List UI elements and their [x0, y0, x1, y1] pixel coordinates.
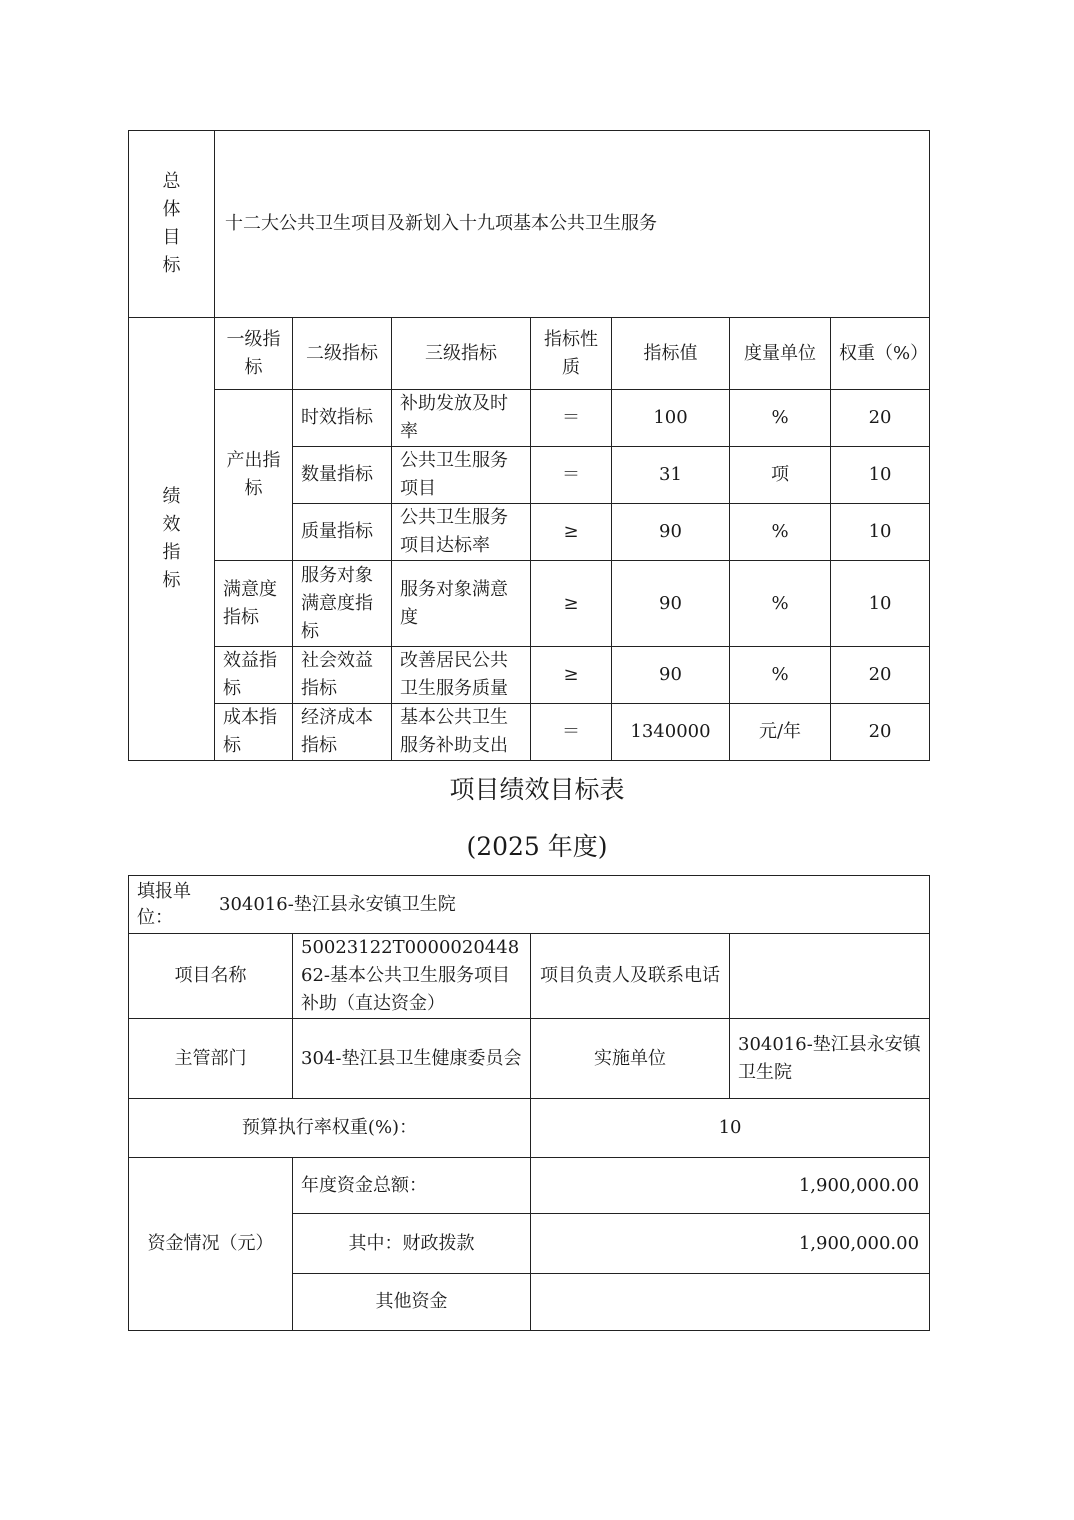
value-cell: 90	[612, 647, 730, 704]
level3-cell: 公共卫生服务项目达标率	[392, 504, 531, 561]
value-cell: 31	[612, 447, 730, 504]
impl-label: 实施单位	[531, 1019, 730, 1099]
header-nature: 指标性质	[531, 318, 612, 390]
level1-cell: 产出指标	[215, 390, 293, 561]
value-cell: 90	[612, 504, 730, 561]
fiscal-label: 其中：财政拨款	[293, 1214, 531, 1274]
annual-total-value: 1,900,000.00	[531, 1158, 930, 1214]
level2-cell: 质量指标	[293, 504, 392, 561]
annual-total-label: 年度资金总额：	[293, 1158, 531, 1214]
performance-indicator-table	[128, 130, 930, 761]
dept-value: 304-垫江县卫生健康委员会	[293, 1019, 531, 1099]
reporting-unit-value: 304016-垫江县永安镇卫生院	[219, 893, 456, 915]
nature-cell: ≥	[531, 561, 612, 647]
project-name-value: 50023122T000002044862-基本公共卫生服务项目补助（直达资金）	[293, 934, 531, 1019]
indicator-label: 绩 效 指 标	[129, 318, 215, 761]
nature-cell: ≥	[531, 504, 612, 561]
level2-cell: 服务对象满意度指标	[293, 561, 392, 647]
level3-cell: 公共卫生服务项目	[392, 447, 531, 504]
value-cell: 1340000	[612, 704, 730, 761]
fiscal-value: 1,900,000.00	[531, 1214, 930, 1274]
impl-value: 304016-垫江县永安镇卫生院	[730, 1019, 930, 1099]
header-level3: 三级指标	[392, 318, 531, 390]
unit-cell: 项	[730, 447, 831, 504]
header-weight: 权重（%）	[831, 318, 930, 390]
level3-cell: 改善居民公共卫生服务质量	[392, 647, 531, 704]
weight-cell: 20	[831, 704, 930, 761]
table-row	[129, 647, 930, 704]
level1-cell: 成本指标	[215, 704, 293, 761]
level2-cell: 经济成本指标	[293, 704, 392, 761]
document-subtitle: (2025 年度)	[466, 832, 608, 861]
contact-label: 项目负责人及联系电话	[531, 934, 730, 1019]
other-funds-value	[531, 1274, 930, 1331]
budget-weight-label: 预算执行率权重(%)：	[129, 1099, 531, 1158]
unit-cell: %	[730, 647, 831, 704]
other-funds-label: 其他资金	[293, 1274, 531, 1331]
value-cell: 100	[612, 390, 730, 447]
level2-cell: 社会效益指标	[293, 647, 392, 704]
level1-cell: 效益指标	[215, 647, 293, 704]
overall-goal-label: 总 体 目 标	[129, 131, 215, 318]
table-row	[129, 390, 930, 447]
weight-cell: 10	[831, 504, 930, 561]
overall-goal-text: 十二大公共卫生项目及新划入十九项基本公共卫生服务	[215, 131, 930, 318]
weight-cell: 10	[831, 561, 930, 647]
nature-cell: ≥	[531, 647, 612, 704]
header-unit: 度量单位	[730, 318, 831, 390]
level1-cell: 满意度指标	[215, 561, 293, 647]
level2-cell: 数量指标	[293, 447, 392, 504]
header-level2: 二级指标	[293, 318, 392, 390]
level3-cell: 补助发放及时率	[392, 390, 531, 447]
funds-label: 资金情况（元）	[129, 1158, 293, 1331]
weight-cell: 10	[831, 447, 930, 504]
level2-cell: 时效指标	[293, 390, 392, 447]
nature-cell: ＝	[531, 447, 612, 504]
budget-weight-value: 10	[531, 1099, 930, 1158]
value-cell: 90	[612, 561, 730, 647]
header-level1: 一级指标	[215, 318, 293, 390]
unit-cell: 元/年	[730, 704, 831, 761]
dept-label: 主管部门	[129, 1019, 293, 1099]
nature-cell: ＝	[531, 390, 612, 447]
project-info-table	[128, 875, 930, 1331]
unit-cell: %	[730, 390, 831, 447]
contact-value	[730, 934, 930, 1019]
unit-cell: %	[730, 561, 831, 647]
level3-cell: 服务对象满意度	[392, 561, 531, 647]
level3-cell: 基本公共卫生服务补助支出	[392, 704, 531, 761]
table-row	[129, 704, 930, 761]
table-row	[129, 561, 930, 647]
header-value: 指标值	[612, 318, 730, 390]
unit-cell: %	[730, 504, 831, 561]
reporting-unit-row	[129, 876, 930, 934]
project-name-label: 项目名称	[129, 934, 293, 1019]
document-title: 项目绩效目标表	[449, 775, 625, 804]
weight-cell: 20	[831, 647, 930, 704]
nature-cell: ＝	[531, 704, 612, 761]
weight-cell: 20	[831, 390, 930, 447]
reporting-unit-label: 填报单位：	[137, 880, 191, 928]
